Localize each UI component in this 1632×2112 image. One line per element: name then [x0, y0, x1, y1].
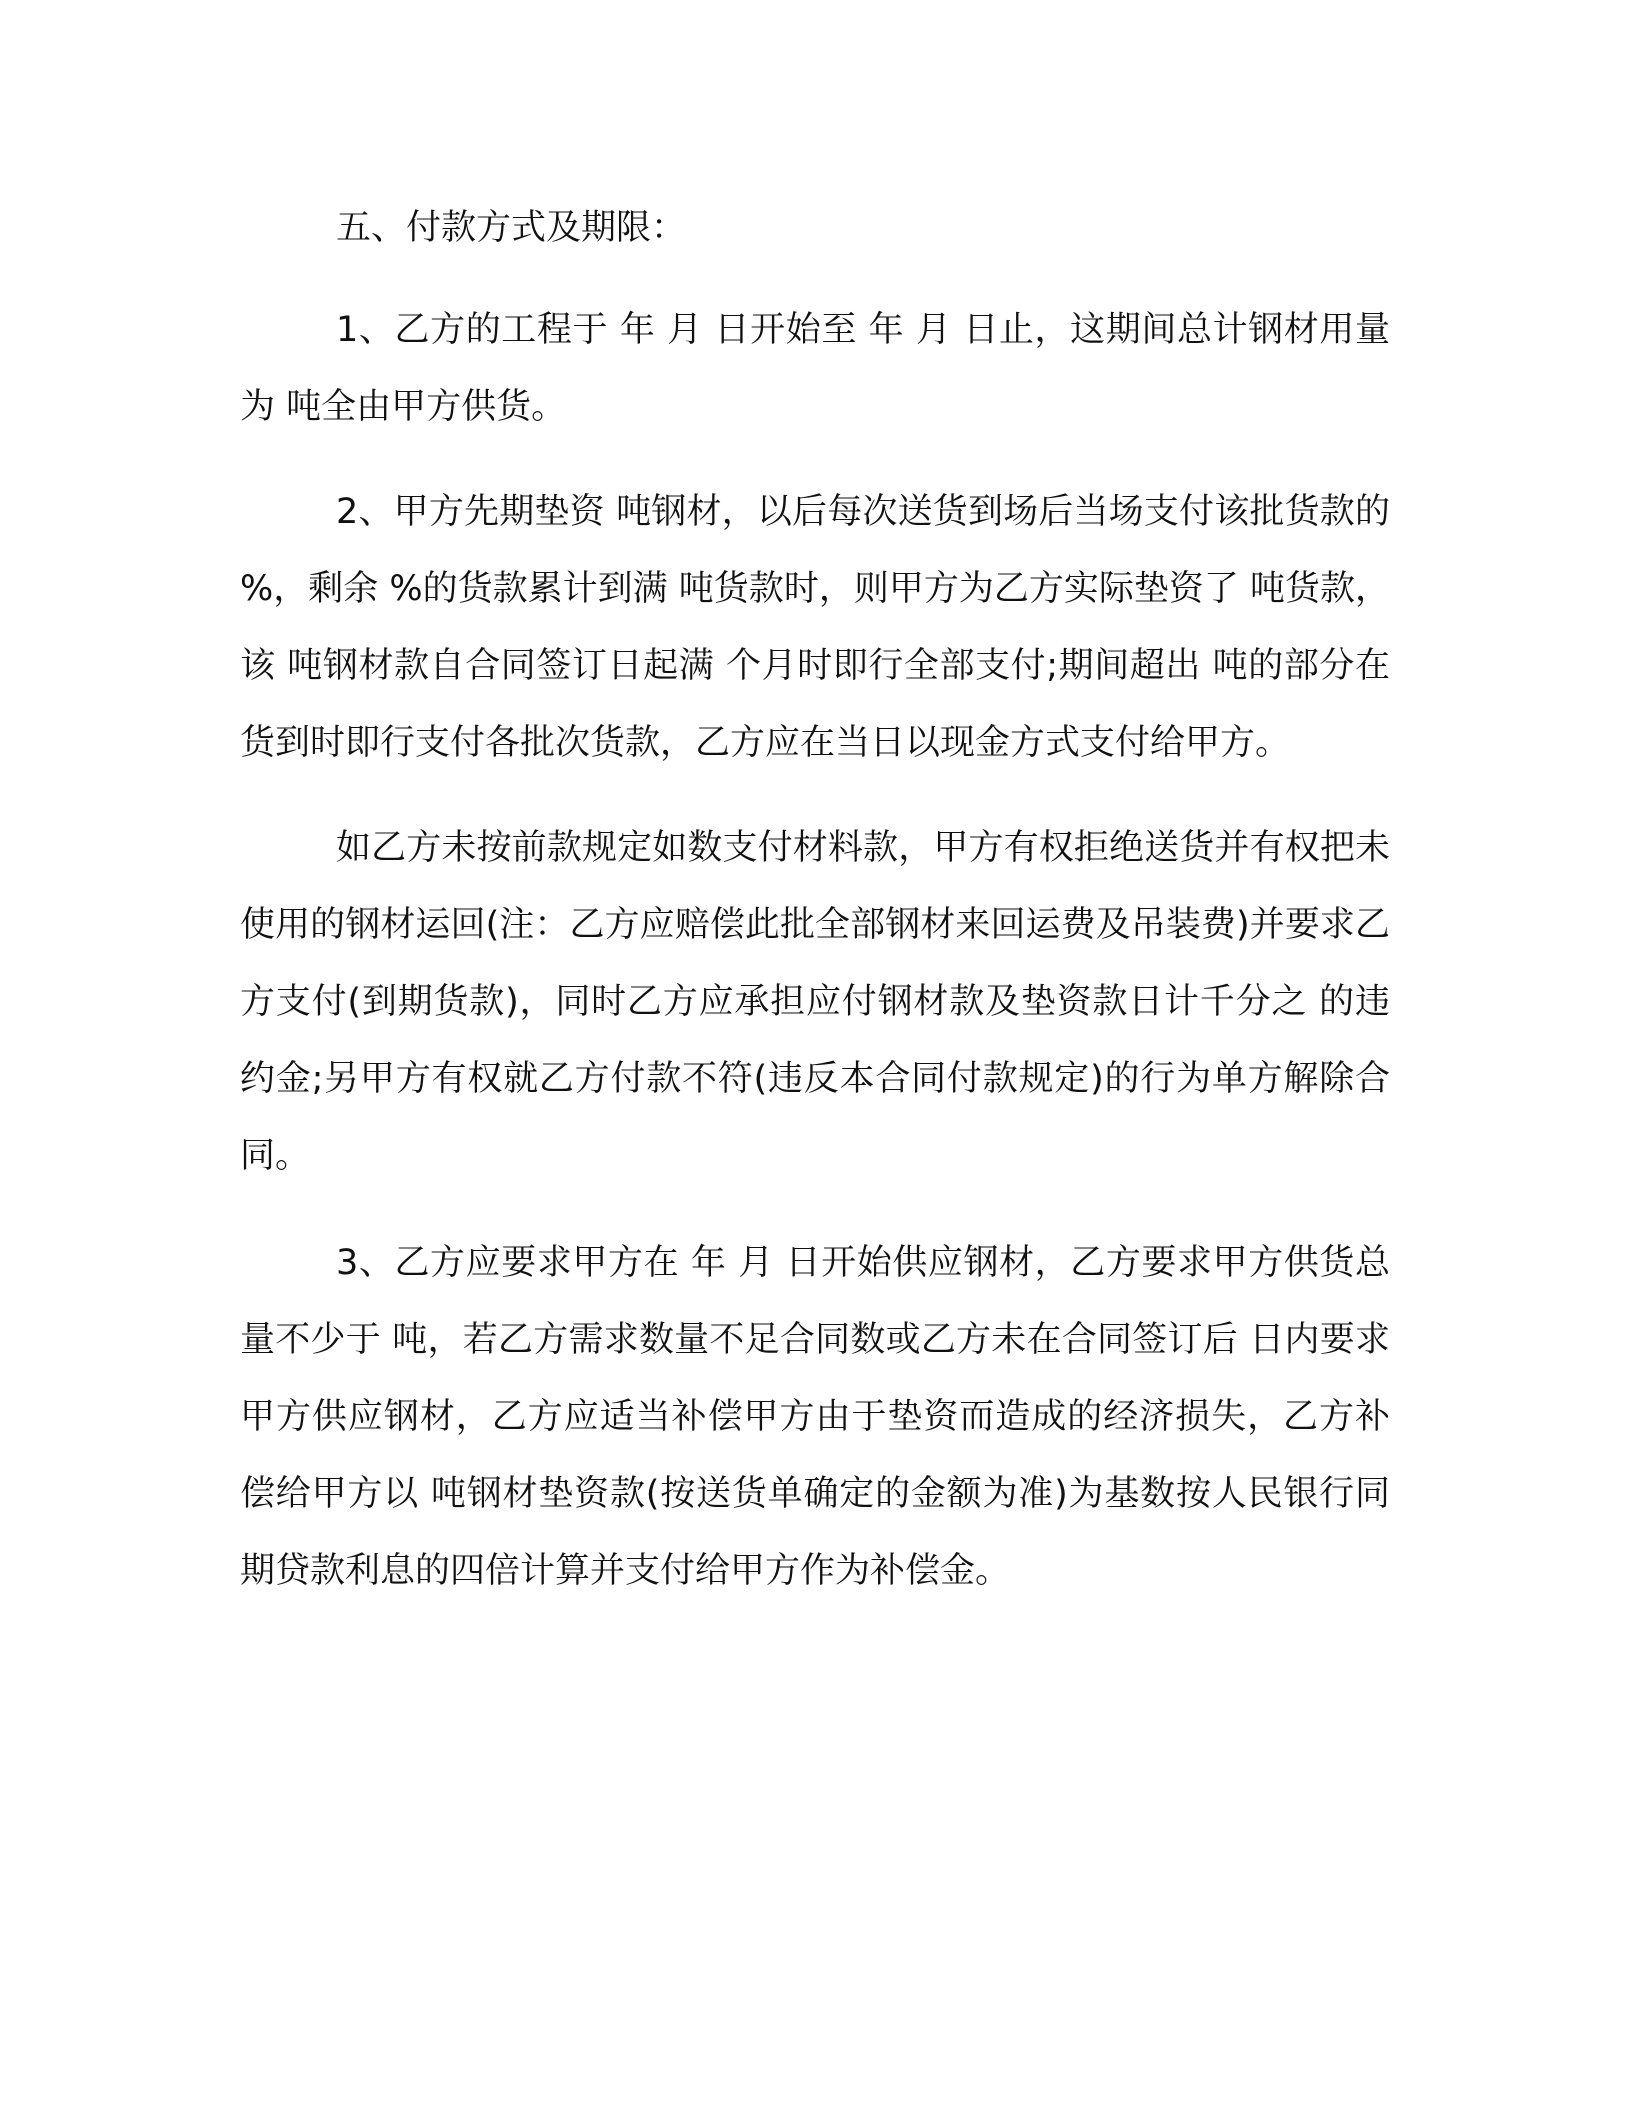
paragraph-1: 1、乙方的工程于 年 月 日开始至 年 月 日止，这期间总计钢材用量为 吨全由甲方供货。 [240, 310, 1390, 427]
document-body [240, 190, 1390, 1610]
section-heading: 五、付款方式及期限： [336, 208, 687, 248]
paragraph-2: 2、甲方先期垫资 吨钢材，以后每次送货到场后当场支付该批货款的 %，剩余 %的货款累计到满 吨货款时，则甲方为乙方实际垫资了 吨货款，该 吨钢材款自合同签订日起满 个月时即行全部支付;期间超出 吨的部分在货到时即行支付各批次货款，乙方应在当日以现金方式支付给甲方。 [240, 492, 1390, 763]
paragraph-3: 如乙方未按前款规定如数支付材料款，甲方有权拒绝送货并有权把未使用的钢材运回(注：乙方应赔偿此批全部钢材来回运费及吊装费)并要求乙方支付(到期货款)，同时乙方应承担应付钢材款及垫资款日计千分之 的违约金;另甲方有权就乙方付款不符(违反本合同付款规定)的行为单方解除合同。 [240, 828, 1390, 1176]
paragraph-4: 3、乙方应要求甲方在 年 月 日开始供应钢材，乙方要求甲方供货总量不少于 吨，若乙方需求数量不足合同数或乙方未在合同签订后 日内要求甲方供应钢材，乙方应适当补偿甲方由于垫资而造成的经济损失，乙方补偿给甲方以 吨钢材垫资款(按送货单确定的金额为准)为基数按人民银行同期贷款利息的四倍计算并支付给甲方作为补偿金。 [240, 1243, 1390, 1591]
